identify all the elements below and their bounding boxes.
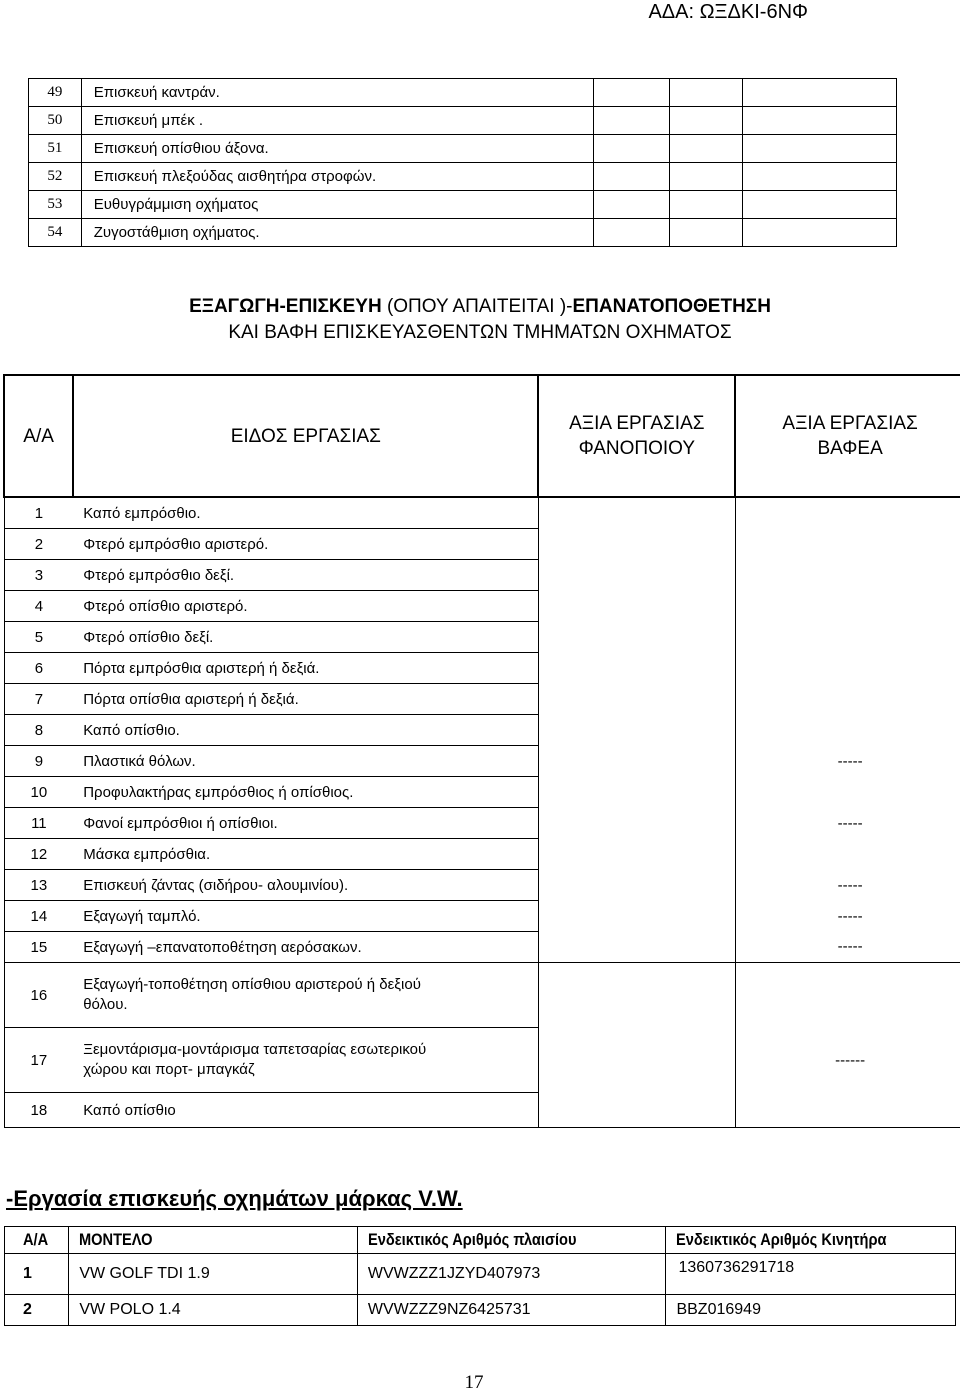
empty-cell — [669, 135, 742, 163]
work-row — [4, 560, 960, 591]
paint-value-cell: ----- — [735, 932, 960, 963]
vehicle-row — [5, 1254, 956, 1295]
heading-end-part: ΕΠΑΝΑΤΟΠΟΘΕΤΗΣΗ — [572, 296, 771, 317]
empty-cell — [593, 79, 669, 107]
row-description: Ευθυγράμμιση οχήματος — [81, 191, 593, 219]
paint-value-cell — [735, 560, 960, 591]
body-value-cell — [538, 529, 735, 560]
work-description-line1: Εξαγωγή-τοποθέτηση οπίσθιου αριστερού ή δεξιού — [83, 976, 421, 993]
top-table-row — [29, 163, 897, 191]
top-table — [28, 78, 897, 247]
vh-model-text: ΜΟΝΤΕΛΟ — [79, 1230, 153, 1249]
paint-value-cell — [735, 622, 960, 653]
work-description-line1: Ξεμοντάρισμα-μοντάρισμα ταπετσαρίας εσωτερικού — [83, 1041, 427, 1058]
work-number: 14 — [4, 901, 73, 932]
work-row — [4, 529, 960, 560]
work-number: 4 — [4, 591, 73, 622]
header-aa: Α/Α — [4, 375, 73, 497]
work-row — [4, 1028, 960, 1093]
work-description: Καπό οπίσθιο — [73, 1093, 538, 1128]
work-number: 3 — [4, 560, 73, 591]
vh-engine-text: Ενδεικτικός Αριθμός Κινητήρα — [676, 1230, 887, 1249]
work-number: 13 — [4, 870, 73, 901]
vehicle-row — [5, 1295, 956, 1326]
paint-value-cell: ----- — [735, 901, 960, 932]
work-number: 1 — [4, 497, 73, 529]
body-value-cell — [538, 497, 735, 529]
work-description: Μάσκα εμπρόσθια. — [73, 839, 538, 870]
empty-cell — [742, 219, 896, 247]
row-description: Επισκευή οπίσθιου άξονα. — [81, 135, 593, 163]
work-row — [4, 591, 960, 622]
empty-cell — [742, 135, 896, 163]
empty-cell — [742, 107, 896, 135]
work-number: 18 — [4, 1093, 73, 1128]
heading-line2: ΚΑΙ ΒΑΦΗ ΕΠΙΣΚΕΥΑΣΘΕΝΤΩΝ ΤΜΗΜΑΤΩΝ ΟΧΗΜΑΤΟΣ — [228, 322, 732, 343]
empty-cell — [593, 163, 669, 191]
paint-value-cell — [735, 529, 960, 560]
vehicle-engine — [666, 1254, 956, 1295]
body-value-cell — [538, 560, 735, 591]
paint-value-cell: ------ — [735, 1028, 960, 1093]
work-description: Πόρτα οπίσθια αριστερή ή δεξιά. — [73, 684, 538, 715]
work-description: Προφυλακτήρας εμπρόσθιος ή οπίσθιος. — [73, 777, 538, 808]
empty-cell — [593, 191, 669, 219]
paint-value-cell — [735, 684, 960, 715]
row-description: Επισκευή μπέκ . — [81, 107, 593, 135]
paint-value-cell — [735, 715, 960, 746]
body-value-cell — [538, 777, 735, 808]
vehicle-aa: 2 — [5, 1295, 69, 1326]
work-description: Εξαγωγή –επανατοποθέτηση αερόσακων. — [73, 932, 538, 963]
work-row — [4, 932, 960, 963]
work-description: Φτερό εμπρόσθιο δεξί. — [73, 560, 538, 591]
work-number: 5 — [4, 622, 73, 653]
top-table-row — [29, 107, 897, 135]
empty-cell — [742, 191, 896, 219]
body-value-cell — [538, 591, 735, 622]
work-description: Πλαστικά θόλων. — [73, 746, 538, 777]
paint-value-cell — [735, 963, 960, 1028]
work-number: 2 — [4, 529, 73, 560]
vehicle-chassis: WVWZZZ9NZ6425731 — [357, 1295, 666, 1326]
vehicle-engine-text: 1360736291718 — [678, 1259, 795, 1276]
paint-value-cell: ----- — [735, 746, 960, 777]
main-table — [3, 374, 960, 1128]
main-table-header — [4, 375, 960, 497]
empty-cell — [669, 219, 742, 247]
work-row — [4, 497, 960, 529]
empty-cell — [593, 135, 669, 163]
row-description: Ζυγοστάθμιση οχήματος. — [81, 219, 593, 247]
paint-value-cell — [735, 497, 960, 529]
empty-cell — [669, 163, 742, 191]
heading-mid-part: (ΟΠΟΥ ΑΠΑΙΤΕΙΤΑΙ )- — [381, 296, 573, 317]
work-row — [4, 870, 960, 901]
work-number: 11 — [4, 808, 73, 839]
vehicle-model: VW POLO 1.4 — [69, 1295, 358, 1326]
work-description-line2: χώρου και πορτ- μπαγκάζ — [83, 1061, 255, 1078]
ada-code: ΑΔΑ: ΩΞΔΚΙ-6ΝΦ — [648, 1, 808, 23]
body-value-cell — [538, 622, 735, 653]
header-paint-line2: ΒΑΦΕΑ — [817, 438, 883, 459]
empty-cell — [593, 107, 669, 135]
row-number: 52 — [29, 163, 82, 191]
vh-engine — [666, 1227, 956, 1254]
top-table-row — [29, 79, 897, 107]
header-paint-value — [735, 375, 960, 497]
work-row — [4, 808, 960, 839]
work-number: 6 — [4, 653, 73, 684]
vehicle-aa: 1 — [5, 1254, 69, 1295]
work-number: 15 — [4, 932, 73, 963]
section-heading — [0, 294, 960, 346]
work-description: Φτερό οπίσθιο αριστερό. — [73, 591, 538, 622]
top-table-row — [29, 135, 897, 163]
vehicles-table — [4, 1226, 956, 1326]
paint-value-cell — [735, 839, 960, 870]
body-value-cell — [538, 653, 735, 684]
paint-value-cell — [735, 591, 960, 622]
row-number: 51 — [29, 135, 82, 163]
work-row — [4, 715, 960, 746]
work-description-line2: θόλου. — [83, 996, 128, 1013]
paint-value-cell — [735, 653, 960, 684]
paint-value-cell: ----- — [735, 870, 960, 901]
body-value-cell — [538, 932, 735, 963]
top-table-row — [29, 191, 897, 219]
empty-cell — [593, 219, 669, 247]
work-row — [4, 777, 960, 808]
vh-model — [69, 1227, 358, 1254]
work-number: 17 — [4, 1028, 73, 1093]
row-description: Επισκευή καντράν. — [81, 79, 593, 107]
body-value-cell — [538, 1028, 735, 1093]
header-body-value — [538, 375, 735, 497]
vehicles-header — [5, 1227, 956, 1254]
row-number: 53 — [29, 191, 82, 219]
empty-cell — [669, 79, 742, 107]
work-row — [4, 839, 960, 870]
work-number: 12 — [4, 839, 73, 870]
work-number: 8 — [4, 715, 73, 746]
empty-cell — [742, 163, 896, 191]
work-description: Εξαγωγή ταμπλό. — [73, 901, 538, 932]
work-description: Φτερό εμπρόσθιο αριστερό. — [73, 529, 538, 560]
empty-cell — [669, 191, 742, 219]
work-number: 9 — [4, 746, 73, 777]
header-type: ΕΙΔΟΣ ΕΡΓΑΣΙΑΣ — [73, 375, 538, 497]
vehicle-engine: BBZ016949 — [666, 1295, 956, 1326]
work-description — [73, 963, 538, 1028]
row-number: 50 — [29, 107, 82, 135]
paint-value-cell — [735, 777, 960, 808]
paint-value-cell: ----- — [735, 808, 960, 839]
work-description: Πόρτα εμπρόσθια αριστερή ή δεξιά. — [73, 653, 538, 684]
row-number: 49 — [29, 79, 82, 107]
work-description: Επισκευή ζάντας (σιδήρου- αλουμινίου). — [73, 870, 538, 901]
row-description: Επισκευή πλεξούδας αισθητήρα στροφών. — [81, 163, 593, 191]
work-row — [4, 684, 960, 715]
body-value-cell — [538, 746, 735, 777]
body-value-cell — [538, 870, 735, 901]
body-value-cell — [538, 963, 735, 1028]
vh-chassis — [357, 1227, 666, 1254]
vh-chassis-text: Ενδεικτικός Αριθμός πλαισίου — [367, 1230, 577, 1249]
body-value-cell — [538, 684, 735, 715]
work-row — [4, 622, 960, 653]
body-value-cell — [538, 1093, 735, 1128]
page-number: 17 — [464, 1372, 484, 1393]
work-row — [4, 746, 960, 777]
vehicle-chassis: WVWZZZ1JZYD407973 — [357, 1254, 666, 1295]
work-row — [4, 963, 960, 1028]
header-body-line2: ΦΑΝΟΠΟΙΟΥ — [578, 438, 696, 459]
vh-aa — [5, 1227, 69, 1254]
vehicles-title: -Εργασία επισκευής οχημάτων μάρκας V.W. — [6, 1186, 463, 1211]
work-number: 16 — [4, 963, 73, 1028]
body-value-cell — [538, 715, 735, 746]
work-number: 10 — [4, 777, 73, 808]
body-value-cell — [538, 839, 735, 870]
empty-cell — [669, 107, 742, 135]
work-description: Καπό εμπρόσθιο. — [73, 497, 538, 529]
vehicle-model: VW GOLF TDI 1.9 — [69, 1254, 358, 1295]
heading-bold-part: ΕΞΑΓΩΓΗ-ΕΠΙΣΚΕΥΗ — [189, 296, 382, 317]
work-number: 7 — [4, 684, 73, 715]
paint-value-cell — [735, 1093, 960, 1128]
row-number: 54 — [29, 219, 82, 247]
empty-cell — [742, 79, 896, 107]
work-description: Φτερό οπίσθιο δεξί. — [73, 622, 538, 653]
body-value-cell — [538, 808, 735, 839]
vh-aa-text: Α/Α — [23, 1230, 49, 1249]
header-body-line1: ΑΞΙΑ ΕΡΓΑΣΙΑΣ — [569, 413, 705, 434]
work-row — [4, 653, 960, 684]
work-row — [4, 1093, 960, 1128]
body-value-cell — [538, 901, 735, 932]
header-paint-line1: ΑΞΙΑ ΕΡΓΑΣΙΑΣ — [782, 413, 918, 434]
work-description: Καπό οπίσθιο. — [73, 715, 538, 746]
work-description: Φανοί εμπρόσθιοι ή οπίσθιοι. — [73, 808, 538, 839]
top-table-row — [29, 219, 897, 247]
work-row — [4, 901, 960, 932]
work-description — [73, 1028, 538, 1093]
